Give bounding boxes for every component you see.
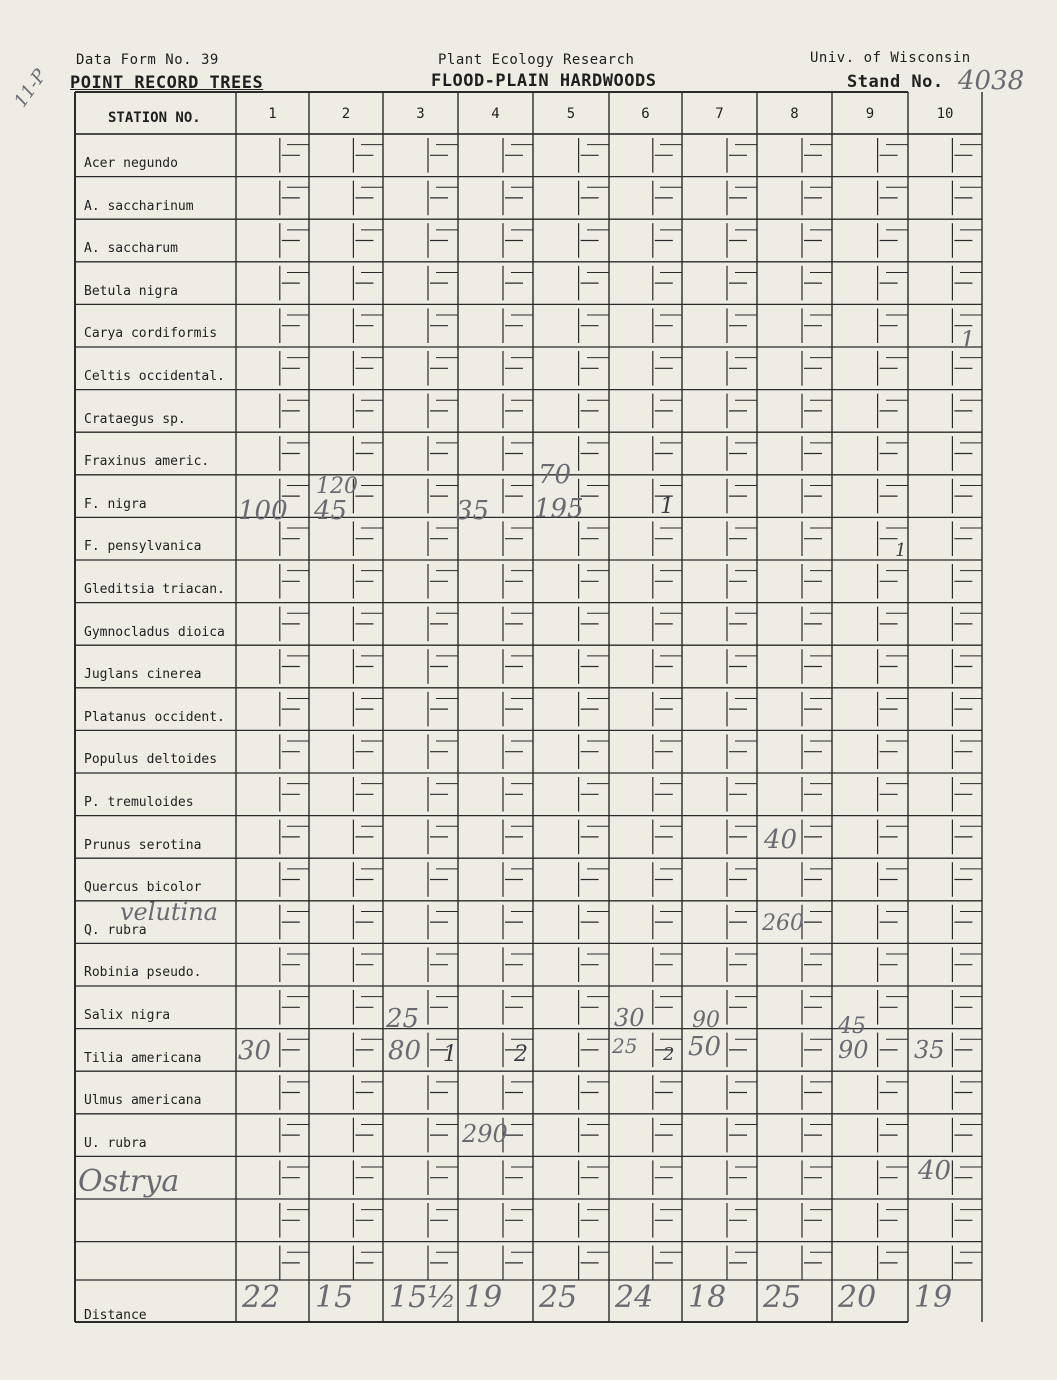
species-label: Juglans cinerea — [84, 667, 202, 683]
community-name: FLOOD-PLAIN HARDWOODS — [431, 71, 657, 91]
species-label: Acer negundo — [84, 156, 178, 171]
species-label: A. saccharum — [84, 241, 178, 257]
station-number: 4 — [491, 106, 500, 122]
distance-value: 22 — [242, 1280, 281, 1315]
form-title: POINT RECORD TREES — [70, 73, 264, 93]
entry: 90 — [692, 1008, 720, 1033]
margin-note: 11-P — [10, 65, 51, 112]
station-number: 8 — [790, 106, 799, 122]
entry: 50 — [688, 1032, 722, 1062]
station-number: 3 — [416, 106, 425, 122]
species-label: Crataegus sp. — [84, 411, 186, 427]
station-number: 6 — [641, 106, 650, 122]
station-number: 7 — [715, 106, 724, 122]
species-label: Celtis occidental. — [84, 369, 225, 384]
entry: 2 — [663, 1044, 675, 1065]
species-label: Salix nigra — [84, 1008, 171, 1023]
entry: 2 — [514, 1042, 528, 1067]
form-number: Data Form No. 39 — [76, 52, 219, 68]
distance-value: 24 — [615, 1280, 654, 1315]
species-label: Quercus bicolor — [84, 880, 202, 896]
entry: 1 — [660, 494, 674, 519]
species-label: A. saccharinum — [84, 198, 194, 214]
entry: 1 — [895, 540, 907, 561]
species-label: P. tremuloides — [84, 795, 194, 810]
species-label: Gleditsia triacan. — [84, 582, 225, 597]
distance-label: Distance — [84, 1308, 147, 1323]
distance-value: 18 — [688, 1280, 727, 1315]
entry: 40 — [918, 1156, 952, 1186]
distance-value: 19 — [914, 1280, 953, 1315]
distance-value: 19 — [464, 1280, 503, 1315]
stand-number: 4038 — [958, 66, 1025, 96]
entry: 40 — [764, 825, 798, 855]
species-label: Ulmus americana — [84, 1093, 202, 1109]
entry: 35 — [914, 1036, 945, 1064]
distance-value: 25 — [539, 1280, 578, 1315]
entry: 290 — [462, 1120, 508, 1148]
species-label: Robinia pseudo. — [84, 965, 202, 981]
entry: 70 — [538, 460, 572, 490]
distance-value: 25 — [763, 1280, 802, 1315]
species-label: Populus deltoides — [84, 752, 218, 768]
entry: 195 — [534, 494, 584, 524]
institution: Univ. of Wisconsin — [810, 50, 971, 66]
species-label: Tilia americana — [84, 1050, 202, 1066]
distance-value: 20 — [838, 1280, 877, 1315]
entry: 80 — [388, 1036, 422, 1066]
entry: 45 — [314, 496, 348, 526]
entry: 30 — [238, 1036, 272, 1066]
entry: 1 — [960, 326, 976, 354]
entry: 35 — [456, 496, 490, 526]
entry: 120 — [316, 474, 358, 499]
species-label: U. rubra — [84, 1135, 147, 1151]
project-name: Plant Ecology Research — [438, 52, 635, 68]
station-number: 9 — [865, 106, 875, 122]
species-label: Q. rubra — [84, 922, 147, 938]
entry: 1 — [443, 1042, 457, 1067]
species-label: Gymnocladus dioica — [84, 624, 225, 640]
entry: 45 — [838, 1014, 866, 1039]
handwritten-species: Ostrya — [78, 1164, 180, 1199]
species-label: F. nigra — [84, 496, 147, 512]
entry: 30 — [614, 1004, 645, 1032]
stand-label: Stand No. — [847, 72, 944, 92]
station-number: 2 — [341, 106, 351, 122]
species-label: Platanus occident. — [84, 709, 225, 725]
entry: 100 — [238, 496, 288, 526]
entry: 25 — [612, 1034, 638, 1058]
distance-value: 15½ — [389, 1280, 457, 1315]
species-label: Betula nigra — [84, 283, 178, 299]
entry: 25 — [386, 1004, 420, 1034]
species-label: Carya cordiformis — [84, 326, 218, 342]
station-number: 10 — [936, 106, 954, 122]
distance-value: 15 — [315, 1280, 354, 1315]
species-label: Prunus serotina — [84, 837, 202, 853]
station-number: 1 — [268, 106, 277, 122]
station-number: 5 — [566, 106, 576, 122]
station-label: STATION NO. — [108, 110, 201, 126]
species-label: F. pensylvanica — [84, 539, 202, 555]
species-label: Fraxinus americ. — [84, 454, 210, 470]
handwritten-annotation: velutina — [120, 898, 218, 926]
entry: 90 — [838, 1036, 869, 1064]
entry: 260 — [762, 911, 804, 936]
